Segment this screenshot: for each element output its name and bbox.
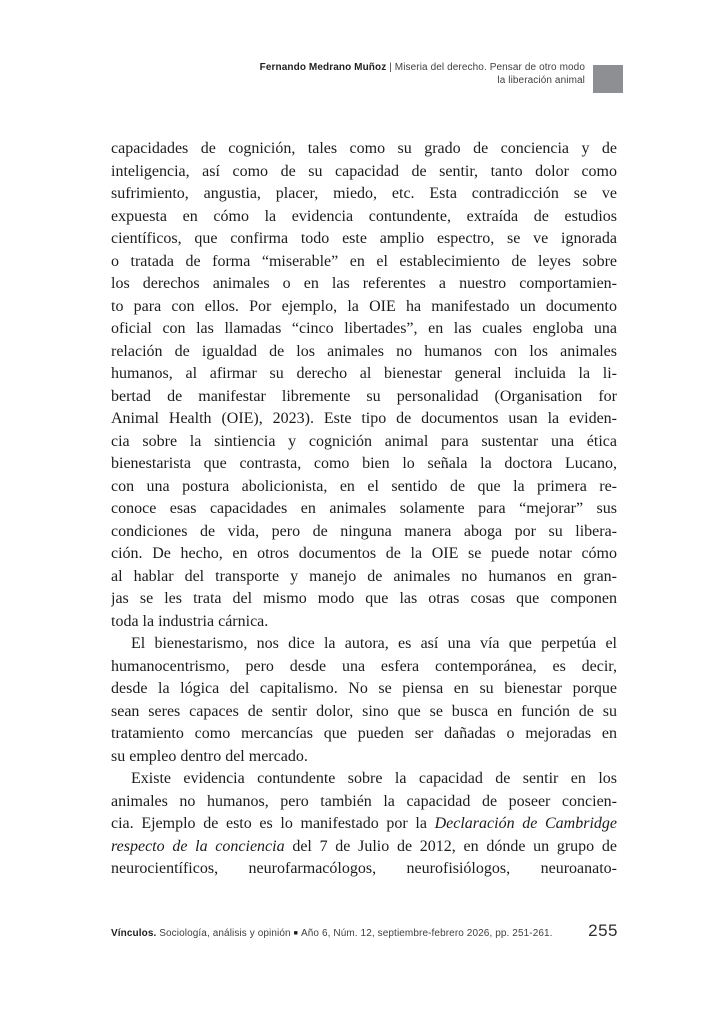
journal-citation-line (111, 928, 553, 939)
running-header-title: Miseria del derecho. Pensar de otro modo (394, 62, 585, 73)
text-run: del 7 de Julio de 2012, en dónde un grupo de (284, 837, 617, 855)
running-header-line1 (111, 62, 585, 75)
text-line: bienestarista que contrasta, como bien lo señala la doctora Lucano, (111, 455, 617, 472)
text-line: bertad de manifestar libremente su personalidad (Organisation for (111, 387, 617, 405)
paragraph (111, 138, 617, 633)
text-line: ción. De hecho, en otros documentos de la OIE se puede notar cómo (111, 545, 617, 562)
header-gray-square-decoration (593, 65, 623, 93)
text-line: humanos, al afirmar su derecho al bienestar general incluida la li- (111, 365, 617, 382)
text-line: neurocientíficos, neurofarmacólogos, neurofisiólogos, neuroanato- (111, 860, 617, 877)
text-line: su empleo dentro del mercado. (111, 747, 308, 765)
text-line: animales no humanos, pero también la capacidad de poseer concien- (111, 792, 617, 810)
text-line: jas se les trata del mismo modo que las otras cosas que componen (111, 590, 617, 607)
running-header-separator: | (386, 62, 395, 73)
text-line: al hablar del transporte y manejo de animales no humanos en gran- (111, 567, 617, 585)
journal-subtitle: Sociología, análisis y opinión (159, 928, 291, 939)
text-line: conoce esas capacidades en animales solamente para “mejorar” sus (111, 500, 617, 517)
text-line: sean seres capaces de sentir dolor, sino que se busca en función de su (111, 702, 617, 720)
text-line: capacidades de cognición, tales como su grado de conciencia y de (111, 140, 617, 157)
running-header-title-line2: la liberación animal (497, 74, 585, 86)
page-footer (111, 921, 618, 941)
text-line (111, 836, 617, 859)
text-line: científicos, que confirma todo este amplio espectro, se ve ignorada (111, 230, 617, 247)
footer-square-bullet-icon: ■ (293, 930, 298, 937)
text-line: condiciones de vida, pero de ninguna manera aboga por su libera- (111, 522, 617, 540)
paragraph (111, 633, 617, 768)
text-line: los derechos animales o en las referentes a nuestro comportamien- (111, 275, 617, 292)
paragraph (111, 768, 617, 881)
text-line (111, 813, 617, 836)
text-line: expuesta en cómo la evidencia contundente, extraída de estudios (111, 207, 617, 225)
journal-name: Vínculos. (111, 928, 157, 939)
journal-issue-info: Año 6, Núm. 12, septiembre-febrero 2026, pp. 251-261. (301, 928, 553, 939)
text-line: cia sobre la sintiencia y cognición animal para sustentar una ética (111, 432, 617, 450)
italic-run: respecto de la conciencia (111, 837, 285, 855)
running-header (111, 62, 623, 87)
italic-run: Declaración de Cambridge (434, 815, 617, 832)
article-body (111, 138, 617, 881)
text-line: sufrimiento, angustia, placer, miedo, etc. Esta contradicción se ve (111, 185, 617, 202)
text-line: Animal Health (OIE), 2023). Este tipo de documentos usan la eviden- (111, 410, 617, 427)
text-line: desde la lógica del capitalismo. No se piensa en su bienestar porque (111, 680, 617, 697)
text-line: relación de igualdad de los animales no humanos con los animales (111, 342, 617, 360)
running-header-text (111, 62, 623, 87)
text-line: inteligencia, así como de su capacidad de sentir, tanto dolor como (111, 162, 617, 180)
text-line: to para con ellos. Por ejemplo, la OIE ha manifestado un documento (111, 297, 617, 315)
text-line: El bienestarismo, nos dice la autora, es así una vía que perpetúa el (131, 635, 617, 652)
text-line: o tratada de forma “miserable” en el establecimiento de leyes sobre (111, 252, 617, 270)
text-line: tratamiento como mercancías que pueden ser dañadas o mejoradas en (111, 725, 617, 742)
text-line: oficial con las llamadas “cinco libertades”, en las cuales engloba una (111, 320, 617, 337)
text-line: con una postura abolicionista, en el sentido de que la primera re- (111, 477, 617, 495)
text-line: Existe evidencia contundente sobre la capacidad de sentir en los (131, 770, 617, 787)
text-line: humanocentrismo, pero desde una esfera contemporánea, es decir, (111, 657, 617, 675)
text-run: cia. Ejemplo de esto es lo manifestado por la (111, 815, 435, 832)
running-header-author: Fernando Medrano Muñoz (259, 62, 387, 73)
text-line: toda la industria cárnica. (111, 612, 269, 630)
page-number: 255 (588, 921, 618, 940)
